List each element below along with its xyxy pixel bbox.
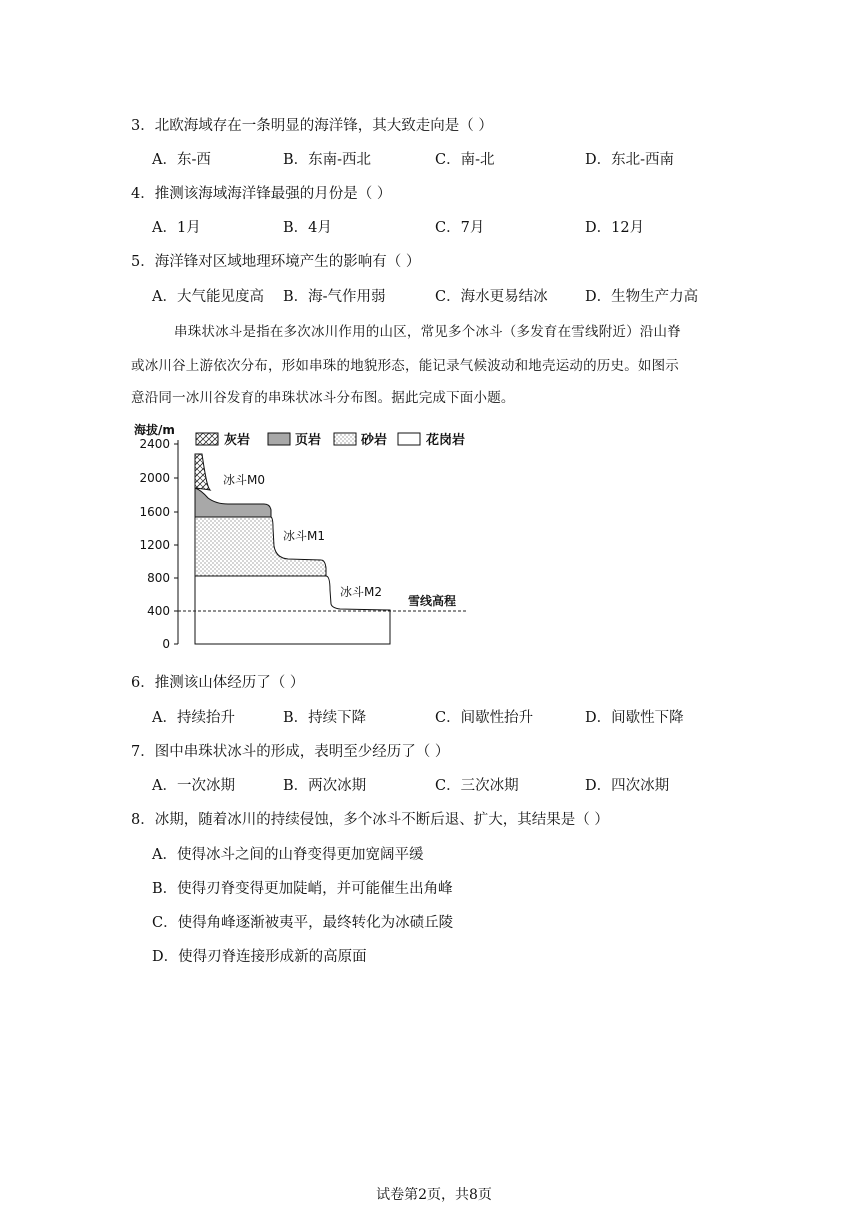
- question-5-option-d[interactable]: D．生物生产力高: [585, 289, 699, 305]
- question-8-stem: 8．冰期，随着冰川的持续侵蚀，多个冰斗不断后退、扩大，其结果是（ ）: [131, 812, 609, 828]
- question-4-option-a[interactable]: A．1月: [152, 220, 201, 236]
- page-footer: 试卷第2页，共8页: [376, 1187, 492, 1203]
- cirque-distribution-diagram: [128, 418, 478, 658]
- question-4-option-c[interactable]: C．7月: [435, 220, 485, 236]
- question-5-option-b[interactable]: B．海-气作用弱: [283, 289, 386, 305]
- cirque-m1-label: 冰斗M1: [283, 529, 325, 543]
- y-axis-label: 海拔/m: [134, 423, 175, 437]
- question-6-option-a[interactable]: A．持续抬升: [152, 710, 235, 726]
- y-tick-1200: 1200: [139, 538, 170, 552]
- passage-line-1: 串珠状冰斗是指在多次冰川作用的山区，常见多个冰斗（多发育在雪线附近）沿山脊: [174, 324, 681, 340]
- y-tick-1600: 1600: [139, 505, 170, 519]
- legend-granite-swatch: [398, 433, 420, 445]
- question-6-option-b[interactable]: B．持续下降: [283, 710, 367, 726]
- question-7-stem: 7．图中串珠状冰斗的形成，表明至少经历了（ ）: [131, 744, 450, 760]
- question-3-stem: 3．北欧海域存在一条明显的海洋锋，其大致走向是（ ）: [131, 118, 493, 134]
- question-7-option-b[interactable]: B．两次冰期: [283, 778, 367, 794]
- question-7-option-a[interactable]: A．一次冰期: [152, 778, 235, 794]
- legend-granite-label: 花岗岩: [426, 433, 466, 448]
- question-8-option-a[interactable]: A．使得冰斗之间的山脊变得更加宽阔平缓: [152, 847, 424, 863]
- question-8-option-b[interactable]: B．使得刃脊变得更加陡峭，并可能催生出角峰: [152, 881, 453, 897]
- cirque-m0-label: 冰斗M0: [223, 473, 265, 487]
- shale-layer: [195, 488, 271, 517]
- limestone-layer: [195, 454, 210, 490]
- y-tick-800: 800: [147, 571, 170, 585]
- legend-shale-label: 页岩: [295, 433, 322, 448]
- question-3-option-b[interactable]: B．东南-西北: [283, 152, 372, 168]
- question-6-option-d[interactable]: D．间歇性下降: [585, 710, 684, 726]
- legend-shale-swatch: [268, 433, 290, 445]
- question-5-stem: 5．海洋锋对区域地理环境产生的影响有（ ）: [131, 254, 421, 270]
- question-5-option-a[interactable]: A．大气能见度高: [152, 289, 264, 305]
- question-4-option-b[interactable]: B．4月: [283, 220, 332, 236]
- y-tick-2000: 2000: [139, 471, 170, 485]
- y-tick-0: 0: [162, 637, 170, 651]
- y-tick-400: 400: [147, 604, 170, 618]
- question-3-option-a[interactable]: A．东-西: [152, 152, 211, 168]
- y-tick-2400: 2400: [139, 437, 170, 451]
- question-5-option-c[interactable]: C．海水更易结冰: [435, 289, 548, 305]
- question-3-option-d[interactable]: D．东北-西南: [585, 152, 675, 168]
- question-7-option-c[interactable]: C．三次冰期: [435, 778, 519, 794]
- question-4-stem: 4．推测该海域海洋锋最强的月份是（ ）: [131, 186, 392, 202]
- question-8-option-d[interactable]: D．使得刃脊连接形成新的高原面: [152, 949, 367, 965]
- question-7-option-d[interactable]: D．四次冰期: [585, 778, 670, 794]
- snow-line-label: 雪线高程: [408, 594, 457, 608]
- legend-limestone-label: 灰岩: [224, 433, 251, 448]
- cirque-m2-label: 冰斗M2: [340, 585, 382, 599]
- question-3-option-c[interactable]: C．南-北: [435, 152, 495, 168]
- legend-sandstone-label: 砂岩: [361, 433, 388, 448]
- passage-line-2: 或冰川谷上游依次分布，形如串珠的地貌形态，能记录气候波动和地壳运动的历史。如图示: [131, 358, 679, 374]
- legend-limestone-swatch: [196, 433, 218, 445]
- question-4-option-d[interactable]: D．12月: [585, 220, 645, 236]
- passage-line-3: 意沿同一冰川谷发育的串珠状冰斗分布图。据此完成下面小题。: [131, 390, 515, 406]
- sandstone-layer: [195, 517, 326, 576]
- question-6-option-c[interactable]: C．间歇性抬升: [435, 710, 534, 726]
- legend-sandstone-swatch: [334, 433, 356, 445]
- y-ticks: [139, 437, 178, 651]
- question-6-stem: 6．推测该山体经历了（ ）: [131, 675, 305, 691]
- question-8-option-c[interactable]: C．使得角峰逐渐被夷平，最终转化为冰碛丘陵: [152, 915, 454, 931]
